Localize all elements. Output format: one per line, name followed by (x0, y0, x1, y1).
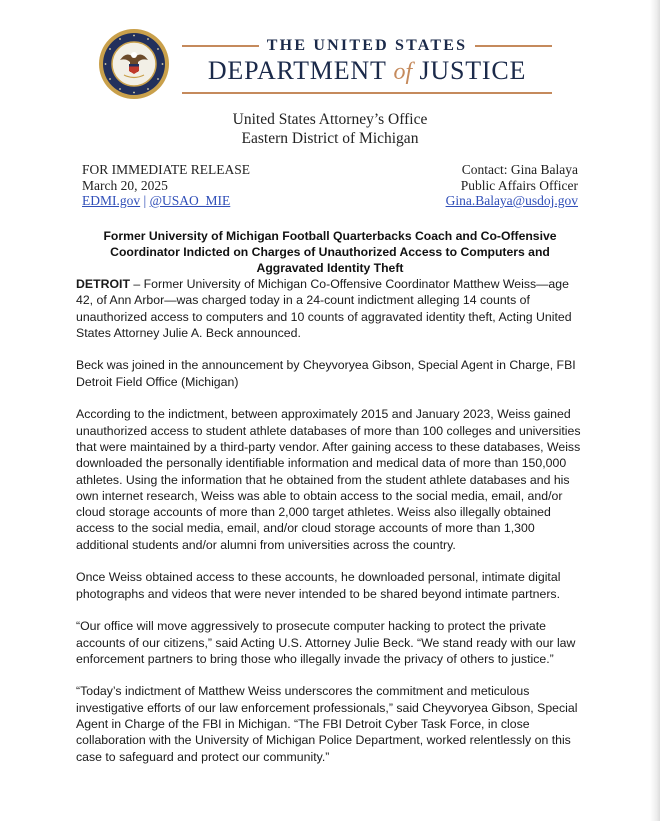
usao-twitter-link[interactable]: @USAO_MIE (149, 193, 231, 208)
release-links (82, 193, 250, 209)
edmi-link[interactable]: EDMI.gov (82, 193, 141, 208)
paragraph-5: “Our office will move aggressively to prosecute computer hacking to protect the private accounts of our citizens,” said Acting U.S. Attorney Julie Beck. “We stand ready with our law enforcement partners to bring those who illegally invade the privacy of others to justice.” (76, 619, 576, 666)
contact-info (446, 162, 578, 209)
contact-title: Public Affairs Officer (460, 177, 578, 193)
paragraph-3: According to the indictment, between approximately 2015 and January 2023, Weiss gained unauthorized access to student athlete databases of more than 100 colleges and universities that were maintained by a third-party vendor. After gaining access to these databases, Weiss downloaded the personally identifiable information and medical data of more than 150,000 athletes. Using the information that he obtained from the student athlete databases and his own internet research, Weiss was able to obtain access to the social media, email, and/or cloud storage accounts of more than 2,000 target athletes. Weiss also illegally obtained access to the social media, email, and/or cloud storage accounts of more than 1,300 additional students and/or alumni from universities across the country. (76, 407, 581, 552)
paragraph-4: Once Weiss obtained access to these accounts, he downloaded personal, intimate digital photographs and videos that were never intended to be shared beyond intimate partners. (76, 570, 561, 601)
header-rule-bottom (182, 92, 552, 94)
agency-title-main (182, 56, 552, 86)
office-name (0, 110, 660, 148)
press-release-body (76, 276, 586, 781)
release-date: March 20, 2025 (82, 177, 168, 193)
agency-main-right: JUSTICE (419, 56, 527, 85)
dateline-city: DETROIT (76, 277, 130, 291)
paragraph-6: “Today’s indictment of Matthew Weiss underscores the commitment and meticulous investigative efforts of our law enforcement professionals,” said Cheyvoryea Gibson, Special Agent in Charge of the FBI in Michigan. “The FBI Detroit Cyber Task Force, in close collaboration with the University of Michigan Police Department, worked relentlessly on this case to safeguard and protect our community.” (76, 684, 578, 764)
office-line-2: Eastern District of Michigan (241, 130, 419, 147)
header-rule-right (475, 45, 552, 47)
agency-top-text: THE UNITED STATES (266, 37, 468, 54)
paragraph-1 (76, 276, 586, 341)
agency-title-top (182, 36, 552, 56)
release-label: FOR IMMEDIATE RELEASE (82, 162, 250, 177)
contact-email-link[interactable]: Gina.Balaya@usdoj.gov (445, 193, 578, 208)
agency-main-of: of (393, 59, 413, 85)
header-rule-left (182, 45, 259, 47)
doj-seal-logo (98, 28, 170, 100)
contact-name: Contact: Gina Balaya (461, 162, 578, 177)
link-separator: | (140, 193, 150, 208)
office-line-1: United States Attorney’s Office (232, 111, 428, 128)
paragraph-1-text: – Former University of Michigan Co-Offensive Coordinator Matthew Weiss—age 42, of Ann Arbor—was charged today in a 24-count indictment alleging 14 counts of unauthorized access to computers and 10 counts of aggravated identity theft, Acting United States Attorney Julie A. Beck announced. (76, 277, 572, 340)
paragraph-2: Beck was joined in the announcement by Cheyvoryea Gibson, Special Agent in Charge, FBI Detroit Field Office (Michigan) (76, 358, 576, 389)
release-info (82, 162, 250, 209)
agency-main-left: DEPARTMENT (207, 56, 387, 85)
press-release-headline: Former University of Michigan Football Quarterbacks Coach and Co-Offensive Coordinator Indicted on Charges of Unauthorized Access to Computers and Aggravated Identity Theft (103, 229, 557, 275)
